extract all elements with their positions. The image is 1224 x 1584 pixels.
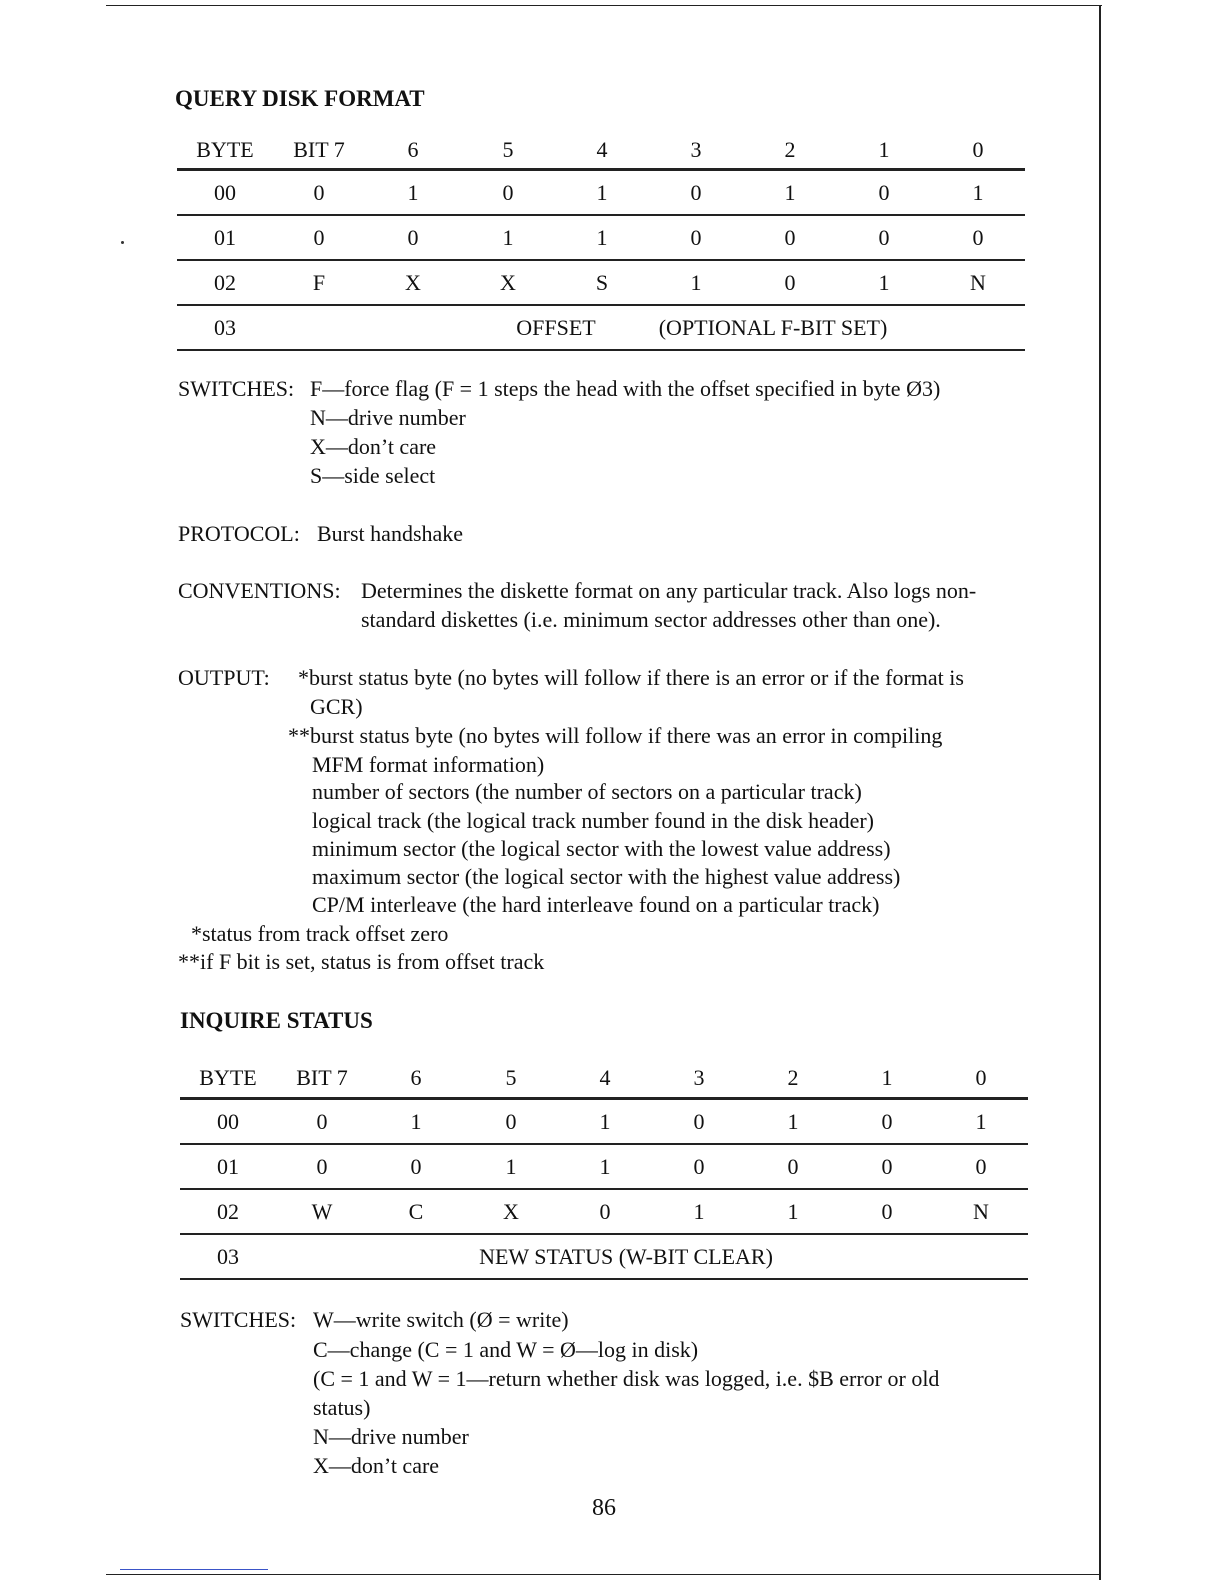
col-bit6: 6 xyxy=(407,137,419,162)
output-line: minimum sector (the logical sector with the lowest value address) xyxy=(312,836,891,861)
bit-cell: 0 xyxy=(690,180,702,205)
conventions-label: CONVENTIONS: xyxy=(178,578,341,603)
conventions-line: standard diskettes (i.e. minimum sector addresses other than one). xyxy=(361,607,941,632)
inquire-heading: INQUIRE STATUS xyxy=(180,1008,373,1033)
bit-cell: 0 xyxy=(878,180,890,205)
bit-cell: 1 xyxy=(787,1109,799,1134)
bit-cell: C xyxy=(408,1199,424,1224)
col-bit7: BIT 7 xyxy=(296,1065,348,1090)
switch-line: N—drive number xyxy=(313,1424,469,1449)
query-switches-label: SWITCHES: xyxy=(178,376,295,401)
right-rule xyxy=(1099,5,1101,1580)
byte-cell: 00 xyxy=(214,180,236,205)
bit-cell: 0 xyxy=(787,1154,799,1179)
table-row xyxy=(180,1234,1028,1280)
output-line: MFM format information) xyxy=(312,752,545,777)
inquire-table-header xyxy=(180,1067,1028,1091)
bit-cell: 1 xyxy=(878,270,890,295)
col-bit3: 3 xyxy=(690,137,702,162)
bit-cell: W xyxy=(311,1199,333,1224)
col-bit1: 1 xyxy=(881,1065,893,1090)
bit-cell: 0 xyxy=(693,1154,705,1179)
bit-cell: N xyxy=(973,1199,989,1224)
byte-cell: 01 xyxy=(217,1154,239,1179)
bottom-blue-rule xyxy=(120,1569,268,1570)
page-number: 86 xyxy=(592,1495,616,1521)
bit-cell: X xyxy=(405,270,421,295)
table-row xyxy=(180,1189,1028,1235)
stray-mark xyxy=(121,241,124,244)
bit-cell: 1 xyxy=(975,1109,987,1134)
bit-cell: 0 xyxy=(784,225,796,250)
offset-cell: OFFSET xyxy=(516,315,596,340)
bit-cell: 1 xyxy=(407,180,419,205)
col-bit0: 0 xyxy=(975,1065,987,1090)
bit-cell: 0 xyxy=(502,180,514,205)
col-bit6: 6 xyxy=(410,1065,422,1090)
col-bit1: 1 xyxy=(878,137,890,162)
col-bit2: 2 xyxy=(784,137,796,162)
output-line: GCR) xyxy=(310,694,363,719)
inquire-switches-label: SWITCHES: xyxy=(180,1307,297,1332)
table-row xyxy=(177,170,1025,216)
switch-line: (C = 1 and W = 1—return whether disk was logged, i.e. $B error or old xyxy=(313,1366,940,1391)
table-row xyxy=(177,215,1025,261)
table-row xyxy=(180,1099,1028,1145)
bit-cell: 0 xyxy=(881,1154,893,1179)
output-line: maximum sector (the logical sector with the highest value address) xyxy=(312,864,901,889)
switch-line: X—don’t care xyxy=(313,1453,440,1478)
byte-cell: 02 xyxy=(217,1199,239,1224)
bit-cell: 0 xyxy=(881,1199,893,1224)
byte-cell: 02 xyxy=(214,270,236,295)
query-table-header xyxy=(177,139,1025,163)
output-label: OUTPUT: xyxy=(178,665,270,690)
table-row xyxy=(180,1144,1028,1190)
output-line: logical track (the logical track number found in the disk header) xyxy=(312,808,875,833)
new-status-cell: NEW STATUS (W-BIT CLEAR) xyxy=(479,1244,773,1269)
conventions-line: Determines the diskette format on any particular track. Also logs non- xyxy=(361,578,977,603)
bit-cell: 1 xyxy=(596,225,608,250)
bit-cell: 0 xyxy=(784,270,796,295)
bit-cell: 0 xyxy=(599,1199,611,1224)
bottom-rule xyxy=(106,1574,1100,1575)
col-bit4: 4 xyxy=(599,1065,611,1090)
bit-cell: 0 xyxy=(693,1109,705,1134)
table-row xyxy=(177,260,1025,306)
bit-cell: 0 xyxy=(975,1154,987,1179)
bit-cell: 1 xyxy=(410,1109,422,1134)
bit-cell: 1 xyxy=(784,180,796,205)
bit-cell: 0 xyxy=(878,225,890,250)
output-line: number of sectors (the number of sectors on a particular track) xyxy=(312,779,862,804)
bit-cell: 0 xyxy=(313,225,325,250)
bit-cell: 0 xyxy=(972,225,984,250)
bit-cell: 1 xyxy=(972,180,984,205)
bit-cell: 1 xyxy=(787,1199,799,1224)
bit-cell: 1 xyxy=(505,1154,517,1179)
footnote-line: *status from track offset zero xyxy=(191,921,449,946)
col-bit3: 3 xyxy=(693,1065,705,1090)
protocol-value: Burst handshake xyxy=(317,521,464,546)
col-bit5: 5 xyxy=(505,1065,517,1090)
switch-line: N—drive number xyxy=(310,405,466,430)
col-bit2: 2 xyxy=(787,1065,799,1090)
bit-cell: 1 xyxy=(596,180,608,205)
bit-cell: X xyxy=(500,270,516,295)
output-line: CP/M interleave (the hard interleave found on a particular track) xyxy=(312,892,880,917)
bit-cell: 1 xyxy=(502,225,514,250)
protocol-label: PROTOCOL: xyxy=(178,521,300,546)
bit-cell: 0 xyxy=(505,1109,517,1134)
col-bit5: 5 xyxy=(502,137,514,162)
bit-cell: X xyxy=(503,1199,519,1224)
bit-cell: 0 xyxy=(690,225,702,250)
bit-cell: 0 xyxy=(881,1109,893,1134)
switch-line: status) xyxy=(313,1395,371,1420)
bit-cell: F xyxy=(312,270,326,295)
byte-cell: 03 xyxy=(217,1244,239,1269)
footnote-line: **if F bit is set, status is from offset track xyxy=(178,949,545,974)
output-line: **burst status byte (no bytes will follow if there was an error in compiling xyxy=(288,723,943,748)
switch-line: X—don’t care xyxy=(310,434,437,459)
bit-cell: S xyxy=(595,270,609,295)
switch-line: F—force flag (F = 1 steps the head with the offset specified in byte Ø3) xyxy=(310,376,941,401)
byte-cell: 03 xyxy=(214,315,236,340)
col-bit4: 4 xyxy=(596,137,608,162)
switch-line: C—change (C = 1 and W = Ø—log in disk) xyxy=(313,1337,699,1362)
bit-cell: 0 xyxy=(407,225,419,250)
col-bit0: 0 xyxy=(972,137,984,162)
top-rule xyxy=(106,5,1102,6)
bit-cell: N xyxy=(970,270,986,295)
col-byte: BYTE xyxy=(199,1065,257,1090)
col-byte: BYTE xyxy=(196,137,254,162)
switch-line: S—side select xyxy=(310,463,436,488)
col-bit7: BIT 7 xyxy=(293,137,345,162)
output-line: *burst status byte (no bytes will follow if there is an error or if the format is xyxy=(298,665,964,690)
bit-cell: 0 xyxy=(410,1154,422,1179)
bit-cell: 1 xyxy=(693,1199,705,1224)
byte-cell: 01 xyxy=(214,225,236,250)
bit-cell: 1 xyxy=(599,1154,611,1179)
bit-cell: 0 xyxy=(316,1154,328,1179)
bit-cell: 1 xyxy=(599,1109,611,1134)
query-heading: QUERY DISK FORMAT xyxy=(175,86,425,111)
switch-line: W—write switch (Ø = write) xyxy=(313,1307,569,1332)
bit-cell: 1 xyxy=(690,270,702,295)
offset-note-cell: (OPTIONAL F-BIT SET) xyxy=(658,315,888,340)
bit-cell: 0 xyxy=(316,1109,328,1134)
table-row xyxy=(177,305,1025,351)
bit-cell: 0 xyxy=(313,180,325,205)
byte-cell: 00 xyxy=(217,1109,239,1134)
